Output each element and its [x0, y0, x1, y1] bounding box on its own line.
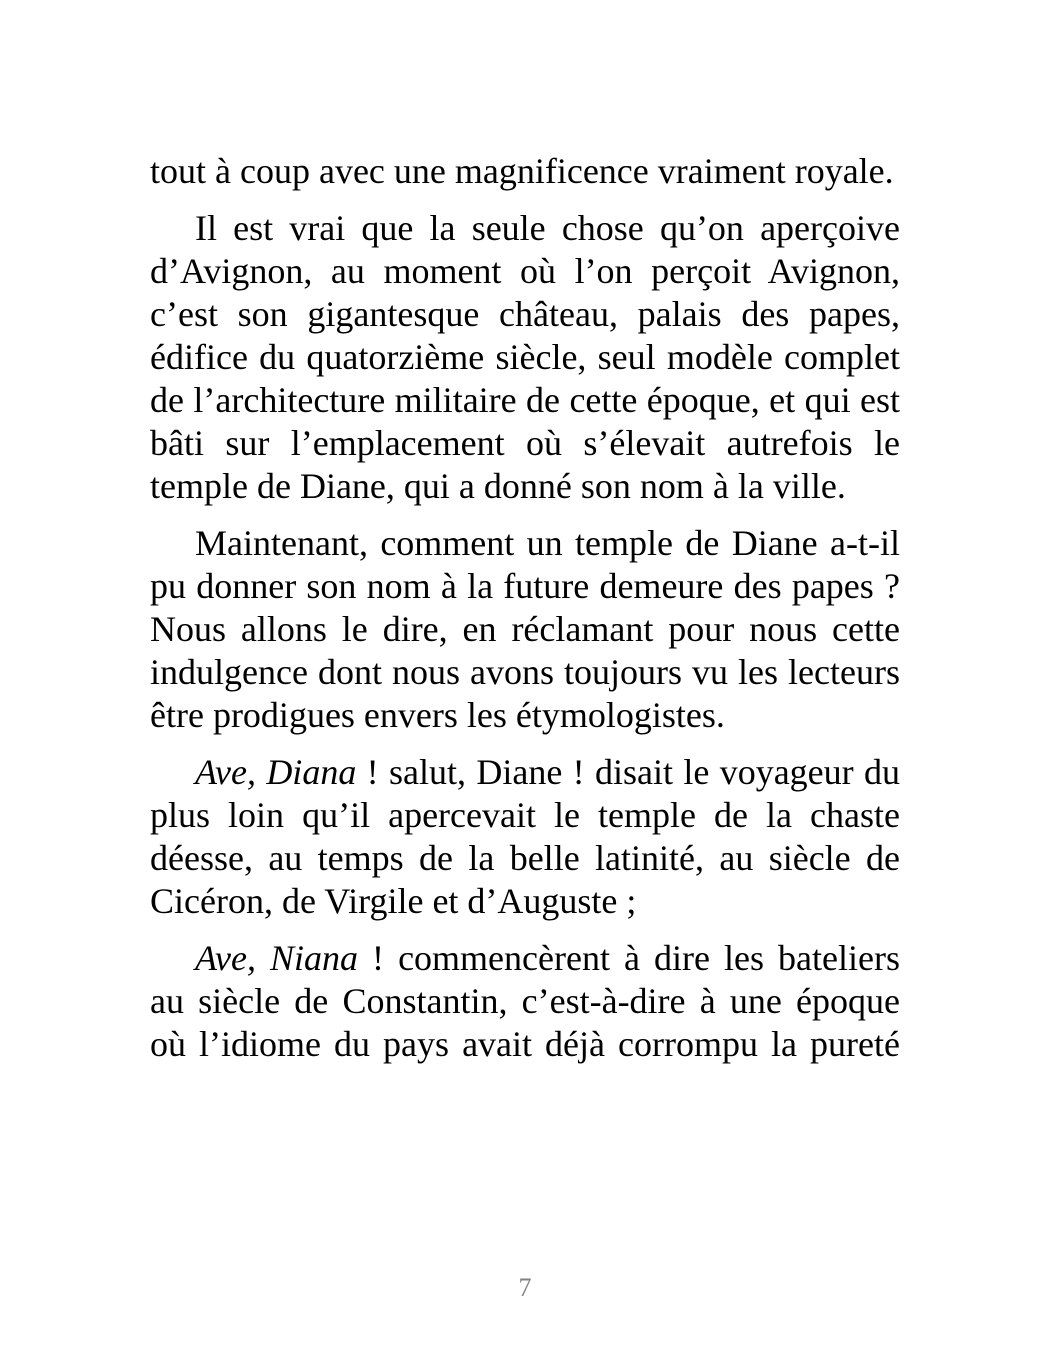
paragraph-2-text: Il est vrai que la seule chose qu’on aperçoive d’Avignon, au moment où l’on perçoit Avignon, c’est son gigantesque château, palais des papes, édifice du quatorzième siècle, seul modèle complet de l’architecture militaire de cette époque, et qui est bâti sur l’emplacement où s’élevait autrefois le temple de Diane, qui a donné son nom à la ville.: [150, 208, 900, 506]
paragraph-2: [150, 207, 900, 508]
paragraph-1-text: tout à coup avec une magnificence vraiment royale.: [150, 151, 894, 191]
paragraph-3-text: Maintenant, comment un temple de Diane a-t-il pu donner son nom à la future demeure des papes ? Nous allons le dire, en réclamant pour nous cette indulgence dont nous avons toujours vu les lecteurs être prodigues envers les étymologistes.: [150, 523, 900, 735]
paragraph-5-italic: Ave, Niana: [195, 938, 359, 978]
paragraph-1: [150, 150, 900, 193]
paragraph-5-text: ! commencèrent à dire les bateliers au siècle de Constantin, c’est-à-dire à une époque où l’idiome du pays avait déjà corrompu la pureté: [150, 938, 900, 1064]
paragraph-3: [150, 522, 900, 737]
paragraph-5: [150, 937, 900, 1066]
paragraph-4-italic: Ave, Diana: [195, 752, 357, 792]
paragraph-4-text: ! salut, Diane ! disait le voyageur du plus loin qu’il apercevait le temple de la chaste déesse, au temps de la belle latinité, au siècle de Cicéron, de Virgile et d’Auguste ;: [150, 752, 900, 921]
paragraph-4: [150, 751, 900, 923]
page-number: 7: [518, 1273, 532, 1302]
page-body: [150, 150, 900, 1080]
